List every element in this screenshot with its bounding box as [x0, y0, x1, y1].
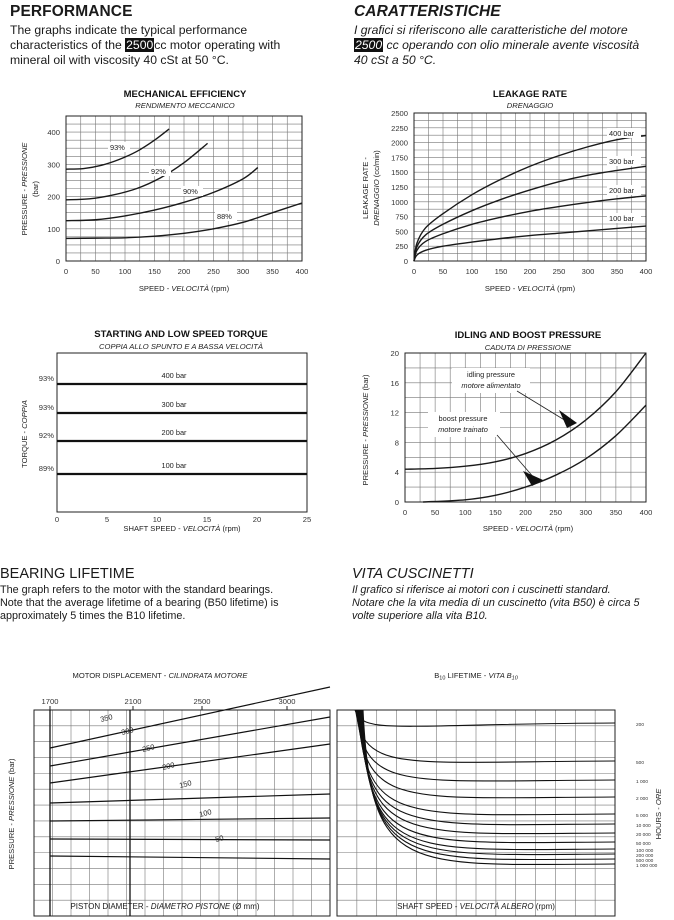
x-tick-label: 200: [523, 267, 537, 276]
pressure-line: [50, 818, 330, 821]
x-tick-labels: [55, 515, 311, 524]
pressure-line-label: 200: [161, 760, 176, 772]
x-tick-label: 200: [519, 508, 532, 517]
chart-subtitle: DRENAGGIO: [506, 101, 554, 110]
x-tick-label: 0: [63, 267, 69, 276]
y-tick-label: 250: [395, 242, 408, 252]
series-label: 200 bar: [161, 428, 187, 437]
idling-label-it: motore alimentato: [461, 381, 521, 390]
x-tick-label: 250: [549, 508, 562, 517]
y-tick-label: 16: [390, 378, 399, 388]
hours-curve: [359, 710, 615, 834]
x-tick-label: 300: [236, 267, 250, 276]
y-tick-label: 4: [394, 468, 399, 478]
starting-torque-chart: [0, 322, 330, 537]
hours-label: 200 000: [636, 854, 654, 859]
pressure-line-label: 50: [214, 833, 225, 844]
y-tick-label: 0: [403, 257, 408, 266]
performance-text-line3: mineral oil with viscosity 40 cSt at 50 °C.: [10, 52, 229, 67]
y-tick-label: 300: [47, 160, 60, 170]
displacement-highlight: 2500: [126, 37, 154, 52]
series-label: 100 bar: [161, 461, 187, 470]
pressure-line-label: 300: [120, 725, 135, 737]
y-tick-label: 1000: [391, 197, 408, 207]
x-tick-label: 100: [465, 267, 479, 276]
y-tick-label: 2250: [391, 123, 408, 133]
y-tick-label: 2500: [391, 109, 408, 118]
x-tick-label: 50: [91, 267, 100, 276]
bearing-text-line1: The graph refers to the motor with the standard bearings.: [0, 584, 274, 596]
x-tick-label: 250: [552, 267, 566, 276]
x-tick-label: 150: [489, 508, 502, 517]
boost-label: boost pressure: [438, 414, 488, 423]
y-axis-label: PRESSURE - PRESSIONE: [20, 142, 29, 236]
y-tick-label: 500: [395, 227, 408, 237]
x-tick-label: 5: [104, 515, 110, 524]
x-tick-label: 350: [610, 267, 624, 276]
series-label: 200 bar: [609, 186, 635, 195]
y-tick-label: 1500: [391, 168, 408, 178]
y-tick-label: 93%: [38, 374, 54, 383]
grid: [34, 710, 615, 916]
y-tick-label: 100: [47, 224, 60, 234]
y-tick-label: 0: [394, 498, 399, 507]
bearing-text: [0, 584, 340, 624]
x-tick-label: 0: [411, 267, 417, 276]
y-axis-label: PRESSURE - PRESSIONE (bar): [7, 758, 16, 870]
caratteristiche-text-line3: 40 cSt a 50 °C.: [354, 52, 437, 67]
pressure-line: [50, 744, 330, 783]
x-axis-label: SHAFT SPEED - VELOCITÀ (rpm): [123, 524, 241, 533]
x-tick-label: 20: [252, 515, 262, 524]
x-tick-label: 150: [148, 267, 161, 276]
leakage-rate-chart: [345, 84, 674, 299]
x-tick-labels: [412, 267, 652, 276]
displacement-tick-label: 2100: [124, 697, 142, 706]
x-tick-label: 350: [609, 508, 623, 517]
chart-subtitle: CADUTA DI PRESSIONE: [484, 343, 572, 352]
series-label: 300 bar: [609, 157, 635, 166]
chart-subtitle: COPPIA ALLO SPUNTO E A BASSA VELOCITÀ: [99, 342, 263, 351]
y-tick-label: 12: [390, 408, 399, 418]
caratteristiche-text-line1: I grafici si riferiscono alle caratteristiche del motore: [354, 23, 628, 37]
y-axis-label: TORQUE - COPPIA: [20, 400, 29, 468]
hours-curve: [360, 710, 615, 843]
idling-boost-chart: [345, 322, 674, 537]
y-tick-label: 89%: [38, 464, 54, 473]
y-tick-labels: [39, 374, 54, 473]
hours-curve: [359, 710, 615, 825]
x-axis-label: SPEED - VELOCITÀ (rpm): [484, 284, 576, 293]
pressure-line-label: 100: [198, 807, 213, 819]
x-tick-label: 50: [438, 267, 448, 276]
cuscinetti-text: [352, 584, 670, 624]
bearing-text-line2: Note that the average lifetime of a bearing (B50 lifetime) is: [0, 597, 279, 610]
chart-title-left: MOTOR DISPLACEMENT - CILINDRATA MOTORE: [72, 671, 248, 680]
mechanical-efficiency-chart: [0, 84, 330, 299]
x-tick-label: 400: [295, 267, 309, 276]
idling-label: idling pressure: [466, 370, 516, 379]
pressure-line: [50, 856, 330, 859]
piston-diameter-axis-label: PISTON DIAMETER - DIAMETRO PISTONE (Ø mm): [70, 902, 260, 911]
x-tick-label: 0: [402, 508, 408, 517]
hours-label: 100 000: [636, 849, 654, 854]
y-tick-label: 400: [47, 128, 60, 138]
series-label: 100 bar: [609, 214, 635, 223]
cuscinetti-title: VITA CUSCINETTI: [352, 566, 474, 582]
x-tick-label: 200: [177, 267, 191, 276]
y-tick-label: 200: [47, 192, 60, 202]
y-axis-label-it: DRENAGGIO (cc/min): [372, 150, 381, 226]
hours-label: 2 000: [636, 797, 649, 802]
idling-leader-line: [517, 391, 571, 424]
y-tick-label: 0: [55, 257, 60, 266]
hours-label: 200: [636, 723, 645, 728]
pressure-line: [50, 687, 330, 748]
hours-label: 5 000: [636, 814, 649, 819]
x-tick-labels: [64, 267, 308, 276]
performance-text-line1: The graphs indicate the typical performance: [10, 23, 248, 37]
series-label: 88%: [217, 212, 232, 221]
boost-label-it: motore trainato: [438, 425, 488, 434]
pressure-line: [50, 839, 330, 840]
pressure-line-label: 350: [99, 712, 114, 724]
series-label: 300 bar: [161, 400, 187, 409]
performance-text: [10, 23, 340, 67]
series-label: 92%: [151, 167, 166, 176]
caratteristiche-title: CARATTERISTICHE: [354, 3, 501, 20]
y-tick-labels: [47, 128, 60, 266]
hours-label: 50 000: [636, 842, 651, 847]
chart-subtitle: RENDIMENTO MECCANICO: [135, 101, 235, 110]
y-axis-label: LEAKAGE RATE -: [361, 157, 370, 219]
x-tick-label: 400: [639, 267, 653, 276]
chart-title: STARTING AND LOW SPEED TORQUE: [94, 329, 268, 340]
x-tick-label: 400: [639, 508, 653, 517]
y-tick-label: 1750: [391, 153, 408, 163]
x-tick-label: 350: [266, 267, 279, 276]
series-label: 90%: [183, 187, 198, 196]
displacement-axis: [34, 697, 330, 710]
hours-label: 1 000 000: [636, 864, 658, 869]
hours-label: 20 000: [636, 833, 651, 838]
series-label: 400 bar: [161, 371, 187, 380]
series-label: 400 bar: [609, 129, 635, 138]
bearing-lifetime-chart: [0, 664, 674, 920]
y-tick-label: 2000: [391, 138, 408, 148]
x-tick-label: 50: [430, 508, 440, 517]
hours-curve: [356, 710, 615, 762]
pressure-line: [50, 794, 330, 803]
y-tick-labels: [391, 109, 408, 266]
cuscinetti-text-line3: volte superiore alla vita B10.: [352, 610, 488, 623]
hours-label: 10 000: [636, 824, 651, 829]
hours-curve: [355, 710, 615, 726]
hours-label: 500: [636, 761, 645, 766]
performance-title: PERFORMANCE: [10, 3, 133, 20]
x-tick-label: 15: [202, 515, 212, 524]
x-tick-label: 150: [494, 267, 508, 276]
y-tick-label: 92%: [38, 431, 54, 440]
hours-curve: [363, 710, 615, 864]
x-axis-label: SPEED - VELOCITÀ (rpm): [138, 284, 230, 293]
y-tick-label: 8: [394, 438, 399, 448]
displacement-tick-label: 2500: [193, 697, 211, 706]
x-tick-label: 100: [458, 508, 472, 517]
x-axis-label: SPEED - VELOCITÀ (rpm): [482, 524, 574, 533]
pressure-line-label: 250: [141, 742, 156, 754]
performance-text-line2: characteristics of the 2500cc motor operating with: [10, 37, 281, 52]
cuscinetti-text-line2: Notare che la vita media di un cuscinetto (vita B50) è circa 5: [352, 597, 640, 610]
chart-title-right: B10 LIFETIME - VITA B10: [434, 671, 518, 682]
y-tick-label: 20: [390, 349, 399, 358]
caratteristiche-text-line2: 2500 cc operando con olio minerale avente viscosità: [355, 37, 640, 52]
x-tick-label: 300: [581, 267, 595, 276]
cuscinetti-text-line1: Il grafico si riferisce ai motori con i cuscinetti standard.: [352, 584, 611, 596]
hours-curve: [356, 710, 615, 781]
y-axis-label: PRESSURE - PRESSIONE (bar): [361, 374, 370, 486]
displacement-tick-label: 3000: [278, 697, 296, 706]
y-tick-label: 93%: [38, 403, 54, 412]
plot-area: [57, 371, 307, 474]
y-tick-label: 1250: [391, 183, 408, 192]
x-tick-label: 300: [579, 508, 593, 517]
hours-axis-label: HOURS - ORE: [654, 788, 663, 840]
hours-curve: [362, 710, 615, 860]
x-tick-label: 10: [152, 515, 162, 524]
x-tick-label: 100: [118, 267, 132, 276]
shaft-speed-axis-label: SHAFT SPEED - VELOCITÀ ALBERO (rpm): [397, 902, 555, 911]
x-tick-label: 0: [54, 515, 60, 524]
chart-title: MECHANICAL EFFICIENCY: [123, 89, 247, 100]
x-tick-label: 25: [302, 515, 312, 524]
caratteristiche-text: [354, 23, 672, 67]
y-tick-label: 750: [395, 212, 408, 222]
hours-label: 500 000: [636, 859, 654, 864]
displacement-tick-label: 1700: [41, 697, 59, 706]
chart-title: LEAKAGE RATE: [492, 89, 568, 100]
pressure-line-label: 150: [178, 778, 193, 790]
y-axis-unit: (bar): [31, 180, 40, 198]
x-tick-label: 250: [207, 267, 220, 276]
chart-title: IDLING AND BOOST PRESSURE: [454, 330, 602, 341]
x-tick-labels: [403, 508, 652, 517]
plot-area: [50, 687, 615, 916]
cilindrata-highlight: 2500: [355, 37, 383, 52]
boost-arrow: [523, 471, 543, 486]
y-tick-labels: [391, 349, 399, 507]
bearing-text-line3: approximately 5 times the B10 lifetime.: [0, 610, 186, 623]
hours-label: 1 000: [636, 780, 649, 785]
bearing-title: BEARING LIFETIME: [0, 566, 135, 582]
series-label: 93%: [110, 143, 125, 152]
